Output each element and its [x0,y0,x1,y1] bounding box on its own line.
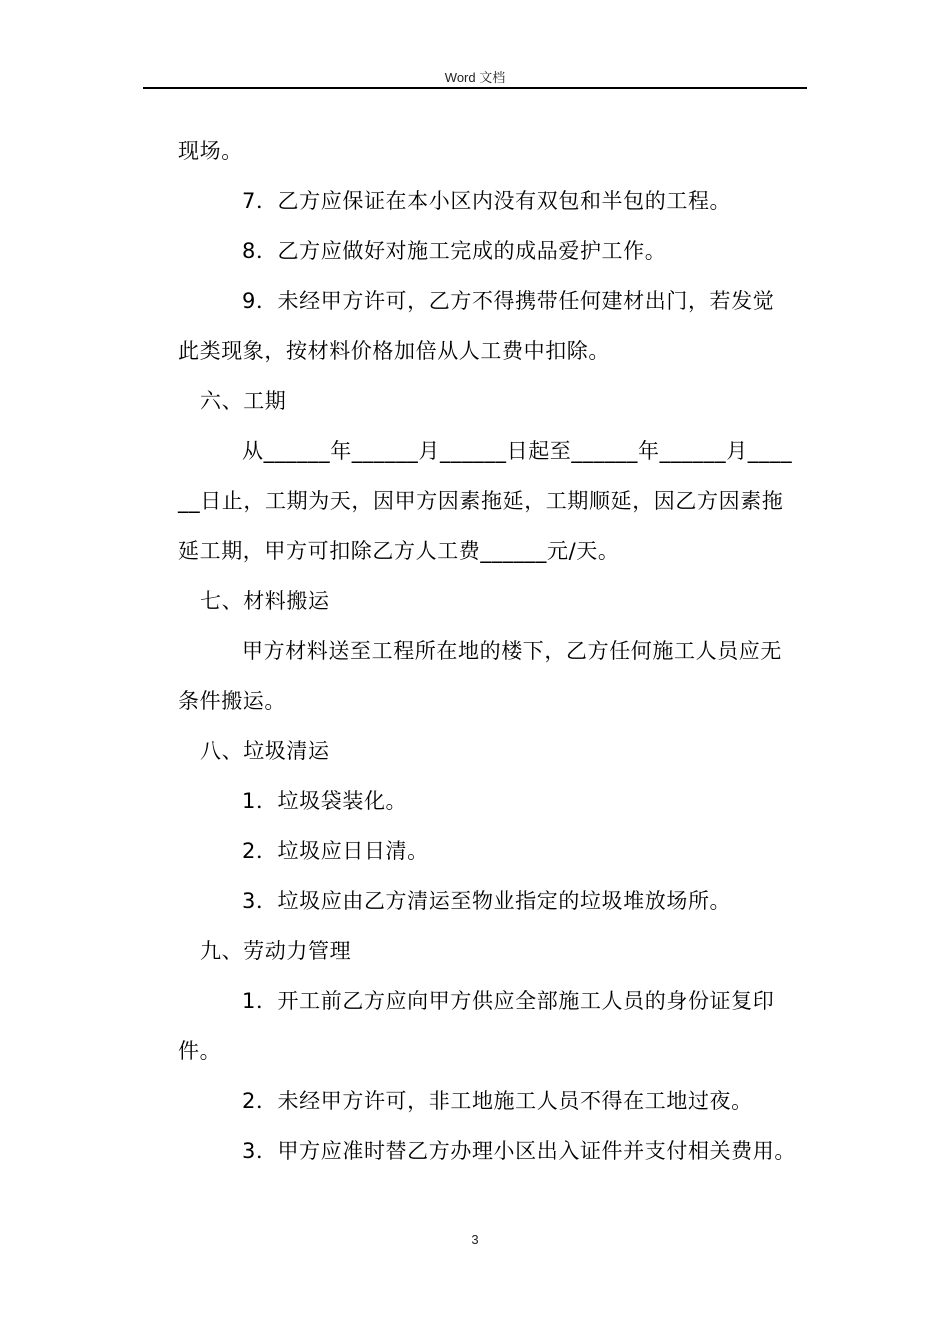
paragraph-line: 甲方材料送至工程所在地的楼下，乙方任何施工人员应无 [242,639,782,663]
paragraph-line: 件。 [178,1039,222,1063]
paragraph-line: 延工期，甲方可扣除乙方人工费______元/天。 [178,539,620,563]
section-heading: 七、材料搬运 [200,589,330,613]
paragraph-line: 条件搬运。 [178,689,286,713]
page-number: 3 [471,1232,479,1247]
paragraph-line: 8．乙方应做好对施工完成的成品爱护工作。 [242,239,667,263]
header-divider [143,87,807,89]
paragraph-line: 3．甲方应准时替乙方办理小区出入证件并支付相关费用。 [242,1139,796,1163]
paragraph-line: 1．开工前乙方应向甲方供应全部施工人员的身份证复印 [242,989,775,1013]
paragraph-line: 1．垃圾袋装化。 [242,789,408,813]
section-heading: 六、工期 [200,389,287,413]
section-heading: 九、劳动力管理 [200,939,352,963]
paragraph-line: 现场。 [178,139,243,163]
paragraph-line: 2．未经甲方许可，非工地施工人员不得在工地过夜。 [242,1089,753,1113]
paragraph-line: 9．未经甲方许可，乙方不得携带任何建材出门，若发觉 [242,289,775,313]
paragraph-line: 7．乙方应保证在本小区内没有双包和半包的工程。 [242,189,732,213]
paragraph-line: 此类现象，按材料价格加倍从人工费中扣除。 [178,339,610,363]
document-body [178,126,808,1176]
paragraph-line: __日止，工期为天，因甲方因素拖延，工期顺延，因乙方因素拖 [178,489,784,513]
section-heading: 八、垃圾清运 [200,739,330,763]
paragraph-line: 2．垃圾应日日清。 [242,839,429,863]
paragraph-line: 从______年______月______日起至______年______月____ [242,439,793,463]
paragraph-line: 3．垃圾应由乙方清运至物业指定的垃圾堆放场所。 [242,889,732,913]
page-header-title: Word 文档 [444,70,506,85]
